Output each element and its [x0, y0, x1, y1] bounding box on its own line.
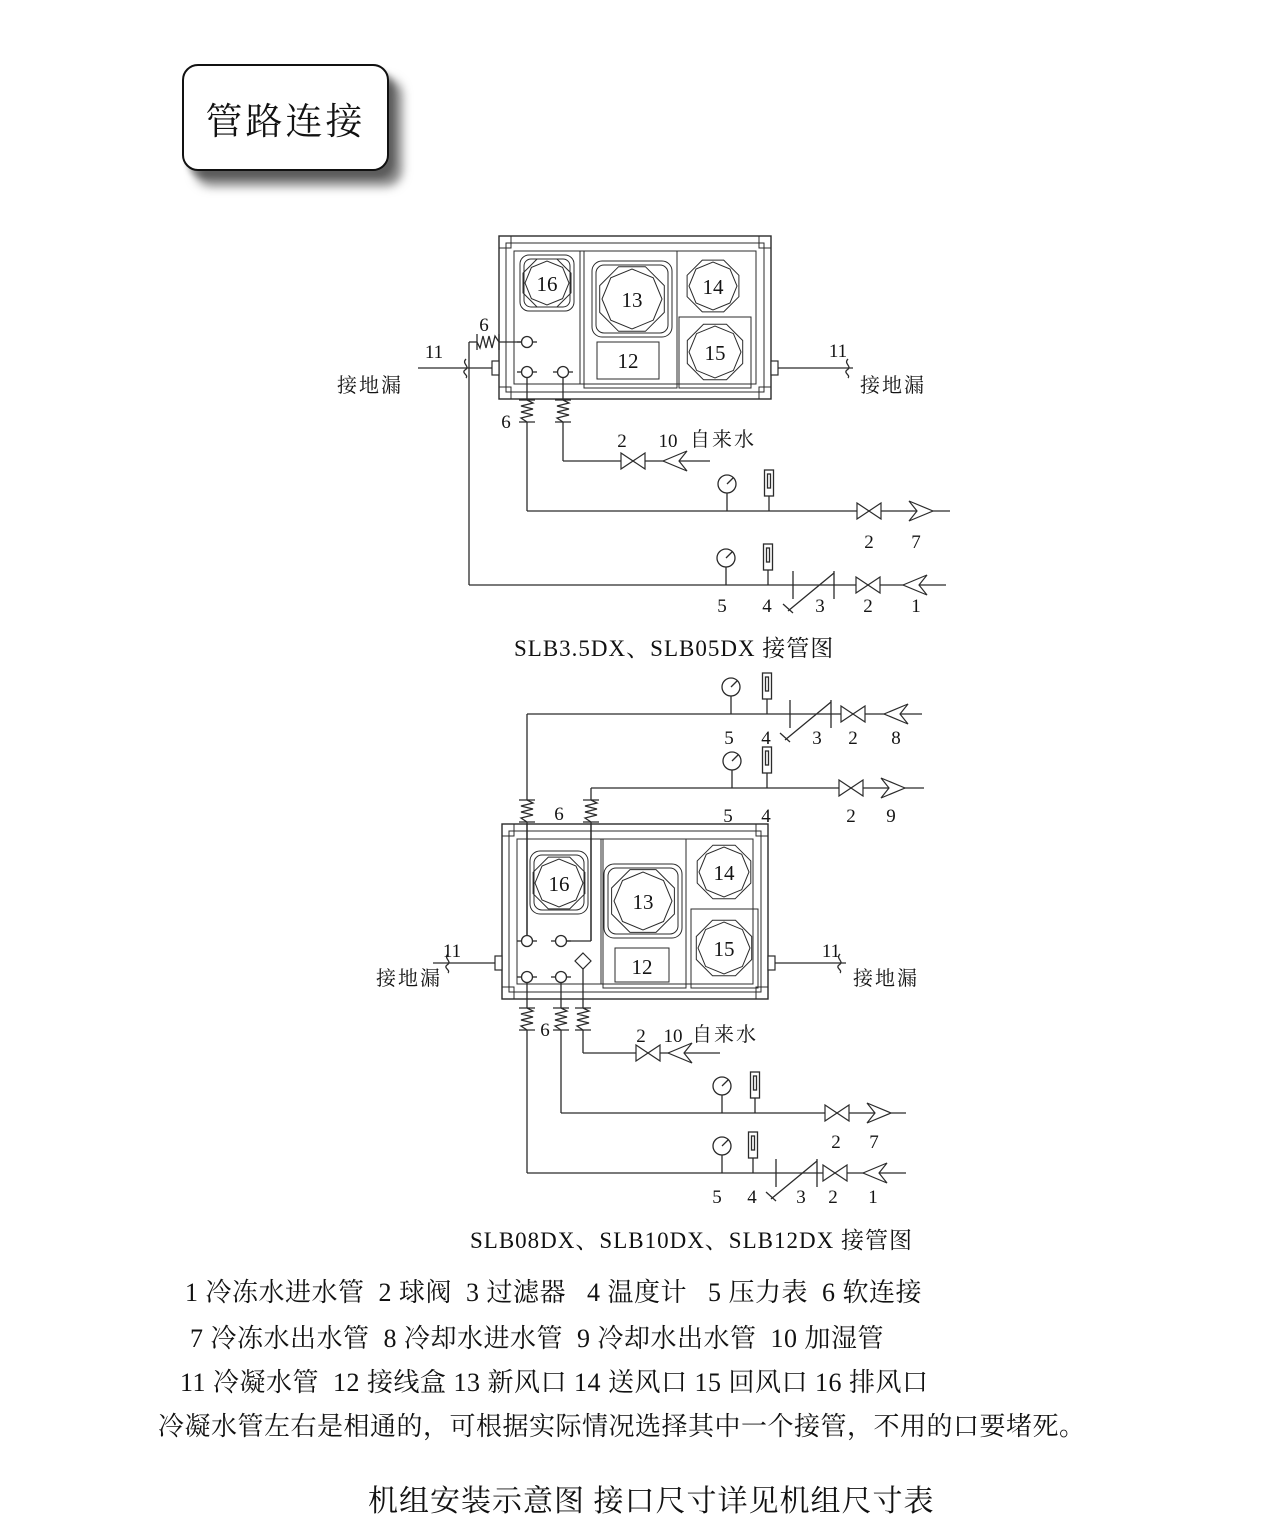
d1-labels: [337, 272, 926, 617]
label-condensate: 11: [424, 342, 444, 363]
label-condensate: 11: [828, 341, 848, 362]
label-thermometer: 4: [762, 596, 772, 617]
ball-valve-icon: [856, 577, 880, 593]
label-filter: 3: [812, 728, 822, 749]
label-valve: 2: [846, 806, 856, 827]
legend-line-3: 11 冷凝水管 12 接线盒 13 新风口 14 送风口 15 回风口 16 排风口: [180, 1368, 929, 1397]
label-valve: 2: [831, 1132, 841, 1153]
label-vent: 13: [621, 288, 643, 312]
label-condensate: 11: [821, 941, 841, 962]
tap-water-port: [553, 367, 573, 378]
flexible-joint-icon: [519, 1008, 535, 1030]
label-gauge: 5: [724, 728, 734, 749]
tap-water-port: [575, 953, 591, 969]
label-flex-joint: 6: [540, 1020, 550, 1041]
pressure-gauge-icon: [722, 678, 740, 714]
ball-valve-icon: [621, 453, 645, 469]
d2-labels: [376, 728, 919, 1208]
label-valve: 2: [848, 728, 858, 749]
flexible-joint-icon: [583, 800, 599, 822]
label-vent: 14: [713, 861, 735, 885]
label-gauge: 5: [723, 806, 733, 827]
diagram-slb35-slb05: [337, 236, 950, 617]
chilled-in-port: [517, 337, 537, 348]
section-title-label: 管路连接: [205, 101, 366, 143]
label-gauge: 5: [717, 596, 727, 617]
label-flex-joint: 6: [501, 412, 511, 433]
label-valve: 2: [864, 532, 874, 553]
chilled-out-port: [517, 367, 537, 378]
chilled-in-port: [517, 972, 537, 983]
label-gauge: 5: [712, 1187, 722, 1208]
ball-valve-icon: [857, 503, 881, 519]
d1-unit-casing: [492, 236, 778, 399]
cooling-out-port: [551, 936, 571, 947]
label-chilled-in: 1: [911, 596, 921, 617]
filter-icon: [766, 1159, 817, 1201]
thermometer-icon: [765, 470, 774, 511]
label-tap-water: 自来水: [690, 429, 756, 451]
label-thermometer: 4: [761, 806, 771, 827]
pressure-gauge-icon: [713, 1077, 731, 1113]
label-humidifier-pipe: 10: [663, 1026, 683, 1047]
thermometer-icon: [751, 1072, 760, 1113]
label-cooling-out: 9: [886, 806, 896, 827]
label-vent: 14: [702, 275, 724, 299]
diagram1-caption: SLB3.5DX、SLB05DX 接管图: [514, 636, 835, 661]
flexible-joint-icon: [519, 800, 535, 822]
filter-icon: [783, 571, 834, 613]
condensate-stub: [771, 361, 778, 375]
thermometer-icon: [764, 544, 773, 585]
legend-line-2: 7 冷冻水出水管 8 冷却水进水管 9 冷却水出水管 10 加湿管: [190, 1324, 885, 1353]
thermometer-icon: [749, 1132, 758, 1173]
label-condensate: 11: [442, 941, 462, 962]
diagram2-caption: SLB08DX、SLB10DX、SLB12DX 接管图: [470, 1228, 913, 1253]
label-floor-drain: 接地漏: [853, 968, 919, 990]
label-vent: 15: [713, 937, 735, 961]
d2-chilled-water-inlet-pipe: [519, 982, 906, 1201]
label-vent: 13: [632, 890, 654, 914]
label-vent: 15: [704, 341, 726, 365]
label-floor-drain: 接地漏: [337, 375, 403, 397]
flexible-joint-icon: [575, 1008, 591, 1030]
label-thermometer: 4: [761, 728, 771, 749]
ball-valve-icon: [823, 1165, 847, 1181]
filter-icon: [780, 700, 831, 742]
condensate-stub: [768, 956, 775, 970]
label-tap-water: 自来水: [692, 1024, 758, 1046]
diagram-slb08-slb10-slb12: [376, 673, 924, 1208]
pressure-gauge-icon: [723, 752, 741, 788]
label-filter: 3: [815, 596, 825, 617]
condensate-stub: [495, 956, 502, 970]
ball-valve-icon: [825, 1105, 849, 1121]
legend-note: 冷凝水管左右是相通的，可根据实际情况选择其中一个接管，不用的口要堵死。: [158, 1412, 1086, 1441]
label-floor-drain: 接地漏: [376, 968, 442, 990]
d1-tap-water-pipe: [555, 377, 710, 471]
label-flex-joint: 6: [554, 804, 564, 825]
footer-title: 机组安装示意图 接口尺寸详见机组尺寸表: [368, 1485, 935, 1518]
label-junction-box: 12: [617, 349, 639, 373]
chilled-out-port: [551, 972, 571, 983]
label-chilled-in: 1: [868, 1187, 878, 1208]
ball-valve-icon: [839, 780, 863, 796]
thermometer-icon: [763, 673, 772, 714]
cooling-in-port: [517, 936, 537, 947]
legend-line-1: 1 冷冻水进水管 2 球阀 3 过滤器 4 温度计 5 压力表 6 软连接: [185, 1278, 923, 1307]
label-flex-joint: 6: [479, 315, 489, 336]
label-valve: 2: [828, 1187, 838, 1208]
flexible-joint-icon: [553, 1008, 569, 1030]
label-valve: 2: [636, 1026, 646, 1047]
label-vent: 16: [548, 872, 570, 896]
d2-cooling-water-outlet-pipe: [567, 747, 924, 941]
pressure-gauge-icon: [717, 549, 735, 585]
label-vent: 16: [536, 272, 558, 296]
label-valve: 2: [863, 596, 873, 617]
label-valve: 2: [617, 431, 627, 452]
label-chilled-out: 7: [911, 532, 921, 553]
ball-valve-icon: [636, 1045, 660, 1061]
label-floor-drain: 接地漏: [860, 375, 926, 397]
label-cooling-in: 8: [891, 728, 901, 749]
d2-tap-water-pipe: [575, 969, 720, 1063]
flexible-joint-icon: [555, 400, 571, 422]
flexible-joint-icon: [477, 334, 499, 350]
flexible-joint-icon: [519, 400, 535, 422]
pressure-gauge-icon: [713, 1137, 731, 1173]
d2-piping: [433, 673, 924, 1201]
label-humidifier-pipe: 10: [658, 431, 678, 452]
pressure-gauge-icon: [718, 475, 736, 511]
label-chilled-out: 7: [869, 1132, 879, 1153]
condensate-stub: [492, 361, 499, 375]
label-junction-box: 12: [631, 955, 653, 979]
label-thermometer: 4: [747, 1187, 757, 1208]
thermometer-icon: [763, 747, 772, 788]
label-filter: 3: [796, 1187, 806, 1208]
ball-valve-icon: [841, 706, 865, 722]
